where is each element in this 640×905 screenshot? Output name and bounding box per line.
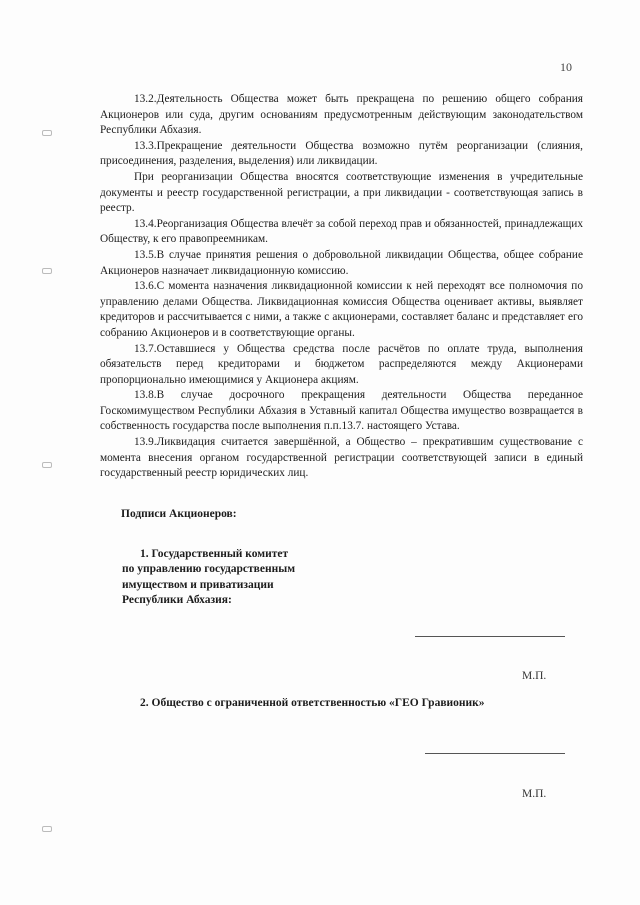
party1-block	[122, 547, 362, 609]
party1-stamp-place: М.П.	[522, 670, 547, 682]
punch-hole-mark	[42, 268, 52, 274]
paragraph-13-8: 13.8.В случае досрочного прекращения деятельности Общества переданное Госкомимуществом Республики Абхазия в Уставный капитал Общества имущество возвращается в собственность государства после выполнения п.п.13.7. настоящего Устава.	[100, 389, 583, 433]
punch-hole-mark	[42, 462, 52, 468]
punch-hole-mark	[42, 130, 52, 136]
party1-line3: имуществом и приватизации	[122, 578, 274, 591]
paragraph-13-2: 13.2.Деятельность Общества может быть прекращена по решению общего собрания Акционеров или суда, другим основаниям предусмотренным действующим законодательством Республики Абхазия.	[100, 93, 583, 137]
party1-line2: по управлению государственным	[122, 563, 296, 576]
paragraph-13-9: 13.9.Ликвидация считается завершённой, а Общество – прекратившим существование с момента внесения органом государственной регистрации соответствующей записи в единый государственный реестр юридических лиц.	[100, 436, 583, 480]
party1-signature-line	[415, 636, 565, 637]
paragraph-reorganization: При реорганизации Общества вносятся соответствующие изменения в учредительные документы и реестр государственной регистрации, а при ликвидации - соответствующая запись в реестр.	[100, 170, 583, 215]
party1-line4: Республики Абхазия:	[122, 594, 232, 607]
party2-name: 2. Общество с ограниченной ответственностью «ГЕО Гравионик»	[140, 697, 485, 709]
paragraph-13-5: 13.5.В случае принятия решения о добровольной ликвидации Общества, общее собрание Акционеров назначает ликвидационную комиссию.	[100, 248, 583, 277]
punch-hole-mark	[42, 826, 52, 832]
party2-stamp-place: М.П.	[522, 788, 547, 800]
document-body	[100, 92, 583, 482]
paragraph-13-4: 13.4.Реорганизация Общества влечёт за собой переход прав и обязанностей, принадлежащих Обществу, к его правопреемникам.	[100, 217, 583, 246]
page-number: 10	[560, 60, 572, 74]
paragraph-13-7: 13.7.Оставшиеся у Общества средства после расчётов по оплате труда, выполнения обязательств перед кредиторами и бюджетом распределяются между Акционерами пропорционально имеющимися у Акционера акциям.	[100, 342, 583, 386]
paragraph-13-6: 13.6.С момента назначения ликвидационной комиссии к ней переходят все полномочия по управлению делами Общества. Ликвидационная комиссия Общества оценивает активы, выявляет кредиторов и рассчитывается с ними, а также с акционерами, составляет баланс и представляет его собранию Акционеров и в соответствующие органы.	[100, 280, 583, 339]
paragraph-13-3: 13.3.Прекращение деятельности Общества возможно путём реорганизации (слияния, присоединения, разделения, выделения) или ликвидации.	[100, 139, 583, 168]
party1-line1: 1. Государственный комитет	[140, 548, 289, 560]
signatures-heading: Подписи Акционеров:	[121, 508, 237, 520]
party2-signature-line	[425, 753, 565, 754]
